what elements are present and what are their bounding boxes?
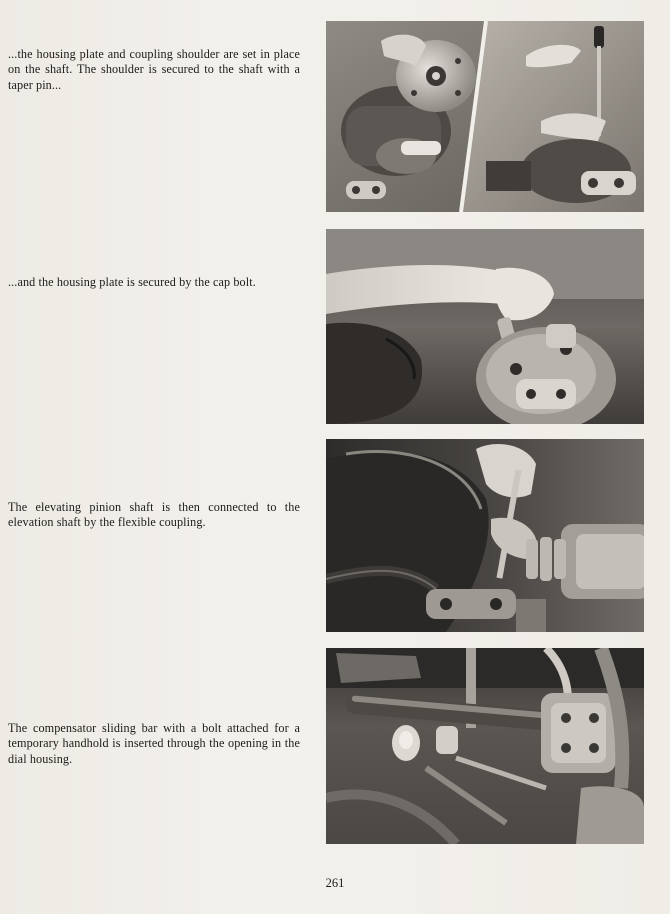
photo-compensator-sliding-bar <box>326 648 644 844</box>
caption-housing-plate-coupling: ...the housing plate and coupling shoulder are set in place on the shaft. The shoulder is secured to the shaft with a taper pin... <box>8 47 300 92</box>
caption-housing-plate-cap-bolt: ...and the housing plate is secured by the cap bolt. <box>8 275 256 289</box>
photo-housing-plate-cap-bolt <box>326 229 644 424</box>
photo-elevating-pinion-shaft-coupling <box>326 439 644 632</box>
photo-housing-plate-coupling-shoulder <box>326 21 644 212</box>
caption-compensator-sliding-bar: The compensator sliding bar with a bolt attached for a temporary handhold is inserted through the opening in the dial housing. <box>8 721 300 766</box>
page-number: 261 <box>325 876 345 890</box>
caption-elevating-pinion-shaft: The elevating pinion shaft is then connected to the elevation shaft by the flexible coupling. <box>8 500 300 530</box>
